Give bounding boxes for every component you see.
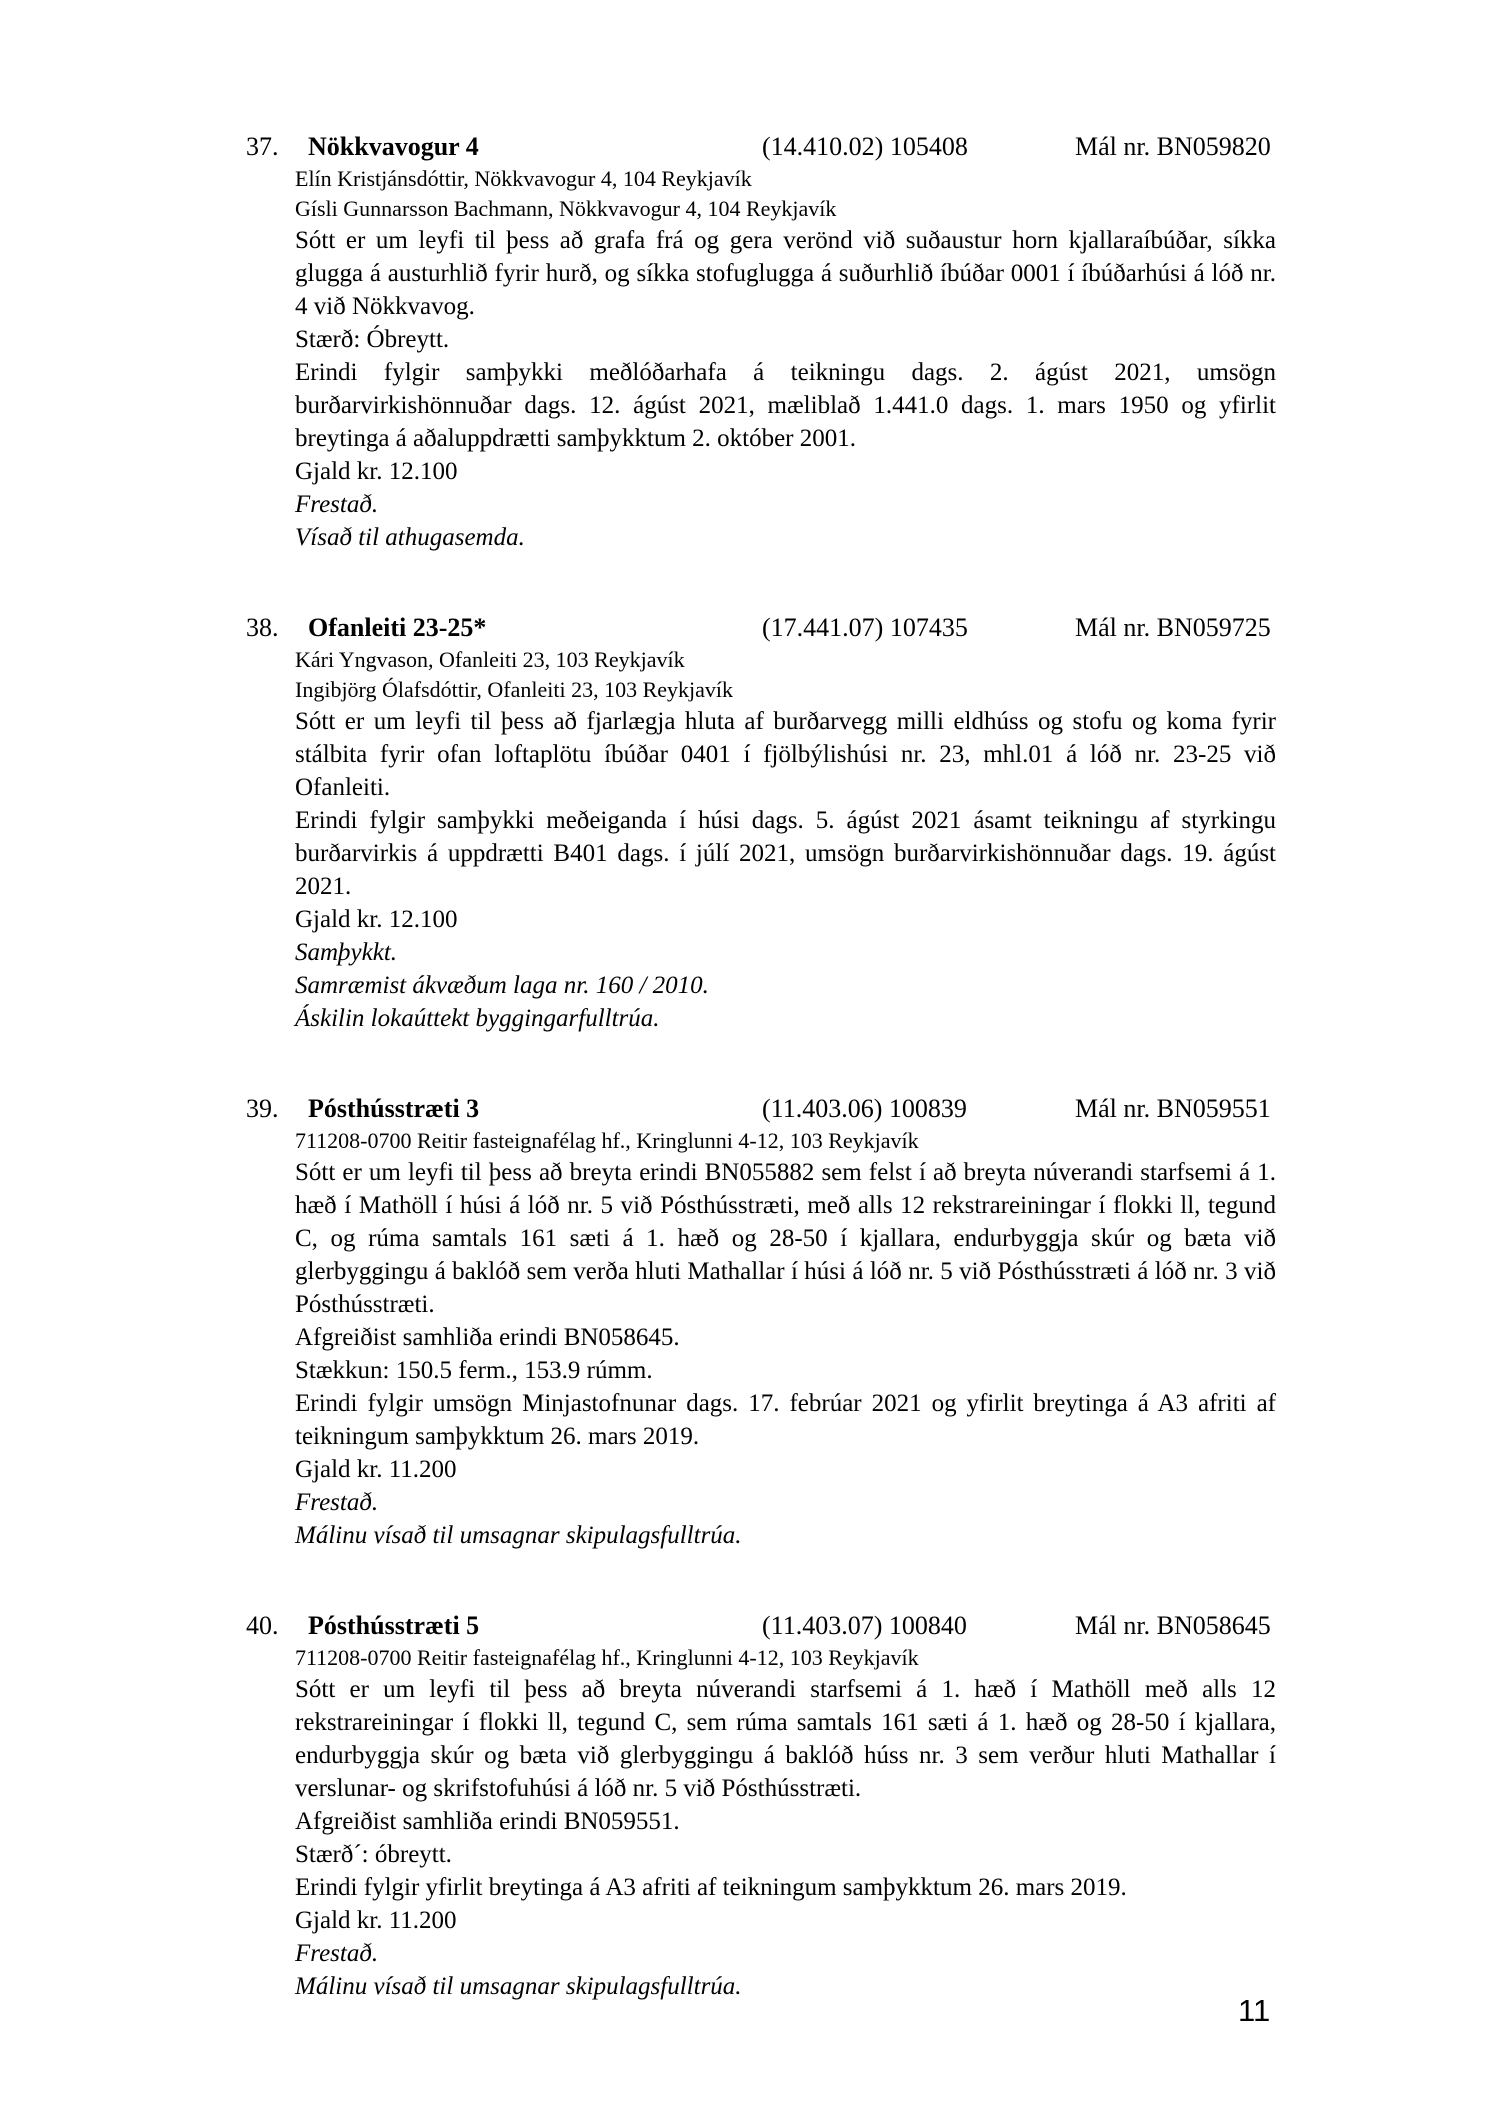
decision-line: Málinu vísað til umsagnar skipulagsfulltrúa. — [295, 1522, 742, 1549]
applicant-line: Gísli Gunnarsson Bachmann, Nökkvavogur 4, 104 Reykjavík — [295, 196, 837, 221]
decision-line: Frestað. — [295, 1489, 379, 1516]
case-item-body — [295, 164, 1276, 554]
page-number: 11 — [1238, 1993, 1271, 2028]
item-case-number: Mál nr. BN059551 — [1075, 1094, 1271, 1123]
case-item-body — [295, 1126, 1276, 1552]
case-paragraph: Stækkun: 150.5 ferm., 153.9 rúmm. — [295, 1357, 653, 1384]
case-paragraph: Stærð´: óbreytt. — [295, 1841, 452, 1868]
item-case-number: Mál nr. BN059820 — [1075, 132, 1271, 161]
item-ref-number: (14.410.02) 105408 — [762, 132, 968, 161]
item-ref-number: (17.441.07) 107435 — [762, 613, 968, 642]
case-item — [246, 130, 1276, 554]
applicant-line: 711208-0700 Reitir fasteignafélag hf., Kringlunni 4-12, 103 Reykjavík — [295, 1645, 919, 1670]
applicant-line: Ingibjörg Ólafsdóttir, Ofanleiti 23, 103 Reykjavík — [295, 677, 734, 702]
decision-line: Samræmist ákvæðum laga nr. 160 / 2010. — [295, 972, 709, 999]
case-item — [246, 1092, 1276, 1552]
item-title: Ofanleiti 23-25* — [308, 613, 487, 642]
case-paragraph: Erindi fylgir samþykki meðlóðarhafa á teikningu dags. 2. ágúst 2021, umsögn burðarvirkishönnuðar dags. 12. ágúst 2021, mæliblað 1.441.0 dags. 1. mars 1950 og yfirlit breytinga á aðaluppdrætti samþykktum 2. október 2001. — [295, 359, 1276, 452]
case-paragraph: Erindi fylgir yfirlit breytinga á A3 afriti af teikningum samþykktum 26. mars 2019. — [295, 1874, 1127, 1901]
case-paragraph: Gjald kr. 12.100 — [295, 458, 458, 485]
case-paragraph: Gjald kr. 11.200 — [295, 1907, 457, 1934]
applicant-line: Kári Yngvason, Ofanleiti 23, 103 Reykjavík — [295, 647, 685, 672]
case-paragraph: Sótt er um leyfi til þess að grafa frá og gera verönd við suðaustur horn kjallaraíbúðar, síkka glugga á austurhlið fyrir hurð, og síkka stofuglugga á suðurhlið íbúðar 0001 í íbúðarhúsi á lóð nr. 4 við Nökkvavog. — [295, 227, 1276, 320]
applicant-line: Elín Kristjánsdóttir, Nökkvavogur 4, 104 Reykjavík — [295, 166, 752, 191]
case-item-header — [246, 1609, 1276, 1643]
decision-line: Vísað til athugasemda. — [295, 524, 525, 551]
case-paragraph: Erindi fylgir samþykki meðeiganda í húsi dags. 5. ágúst 2021 ásamt teikningu af styrkingu burðarvirkis á uppdrætti B401 dags. í júlí 2021, umsögn burðarvirkishönnuðar dags. 19. ágúst 2021. — [295, 807, 1276, 900]
case-item — [246, 1609, 1276, 2003]
case-paragraph: Sótt er um leyfi til þess að breyta erindi BN055882 sem felst í að breyta núverandi starfsemi á 1. hæð í Mathöll í húsi á lóð nr. 5 við Pósthússtræti, með alls 12 rekstrareiningar í flokki ll, tegund C, og rúma samtals 161 sæti á 1. hæð og 28-50 í kjallara, endurbyggja skúr og bæta við glerbyggingu á baklóð sem verða hluti Mathallar í húsi á lóð nr. 5 við Pósthússtræti á lóð nr. 3 við Pósthússtræti. — [295, 1159, 1276, 1318]
decision-line: Samþykkt. — [295, 939, 398, 966]
item-ref-number: (11.403.07) 100840 — [762, 1611, 967, 1640]
case-item-header — [246, 611, 1276, 645]
decision-line: Frestað. — [295, 1940, 379, 1967]
decision-line: Frestað. — [295, 491, 379, 518]
case-paragraph: Gjald kr. 11.200 — [295, 1456, 457, 1483]
item-ref-number: (11.403.06) 100839 — [762, 1094, 967, 1123]
item-title: Pósthússtræti 5 — [308, 1611, 480, 1640]
case-items-list — [246, 130, 1276, 2060]
item-number: 40. — [246, 1611, 279, 1640]
item-number: 38. — [246, 613, 279, 642]
item-case-number: Mál nr. BN058645 — [1075, 1611, 1271, 1640]
item-title: Pósthússtræti 3 — [308, 1094, 480, 1123]
case-paragraph: Stærð: Óbreytt. — [295, 326, 450, 353]
item-number: 39. — [246, 1094, 279, 1123]
applicant-line: 711208-0700 Reitir fasteignafélag hf., Kringlunni 4-12, 103 Reykjavík — [295, 1128, 919, 1153]
case-item — [246, 611, 1276, 1035]
case-item-header — [246, 1092, 1276, 1126]
case-paragraph: Sótt er um leyfi til þess að breyta núverandi starfsemi á 1. hæð í Mathöll með alls 12 rekstrareiningar í flokki ll, tegund C, sem rúma samtals 161 sæti á 1. hæð og 28-50 í kjallara, endurbyggja skúr og bæta við glerbyggingu á baklóð húss nr. 3 sem verður hluti Mathallar í verslunar- og skrifstofuhúsi á lóð nr. 5 við Pósthússtræti. — [295, 1676, 1276, 1802]
item-title: Nökkvavogur 4 — [308, 132, 479, 161]
case-paragraph: Afgreiðist samhliða erindi BN059551. — [295, 1808, 680, 1835]
case-item-header — [246, 130, 1276, 164]
case-paragraph: Erindi fylgir umsögn Minjastofnunar dags. 17. febrúar 2021 og yfirlit breytinga á A3 afriti af teikningum samþykktum 26. mars 2019. — [295, 1390, 1276, 1450]
case-paragraph: Afgreiðist samhliða erindi BN058645. — [295, 1324, 680, 1351]
item-case-number: Mál nr. BN059725 — [1075, 613, 1271, 642]
case-item-body — [295, 1643, 1276, 2003]
item-number: 37. — [246, 132, 279, 161]
case-item-body — [295, 645, 1276, 1035]
case-paragraph: Gjald kr. 12.100 — [295, 906, 458, 933]
decision-line: Málinu vísað til umsagnar skipulagsfulltrúa. — [295, 1973, 742, 2000]
case-paragraph: Sótt er um leyfi til þess að fjarlægja hluta af burðarvegg milli eldhúss og stofu og koma fyrir stálbita fyrir ofan loftaplötu íbúðar 0401 í fjölbýlishúsi nr. 23, mhl.01 á lóð nr. 23-25 við Ofanleiti. — [295, 708, 1276, 801]
decision-line: Áskilin lokaúttekt byggingarfulltrúa. — [295, 1005, 660, 1032]
